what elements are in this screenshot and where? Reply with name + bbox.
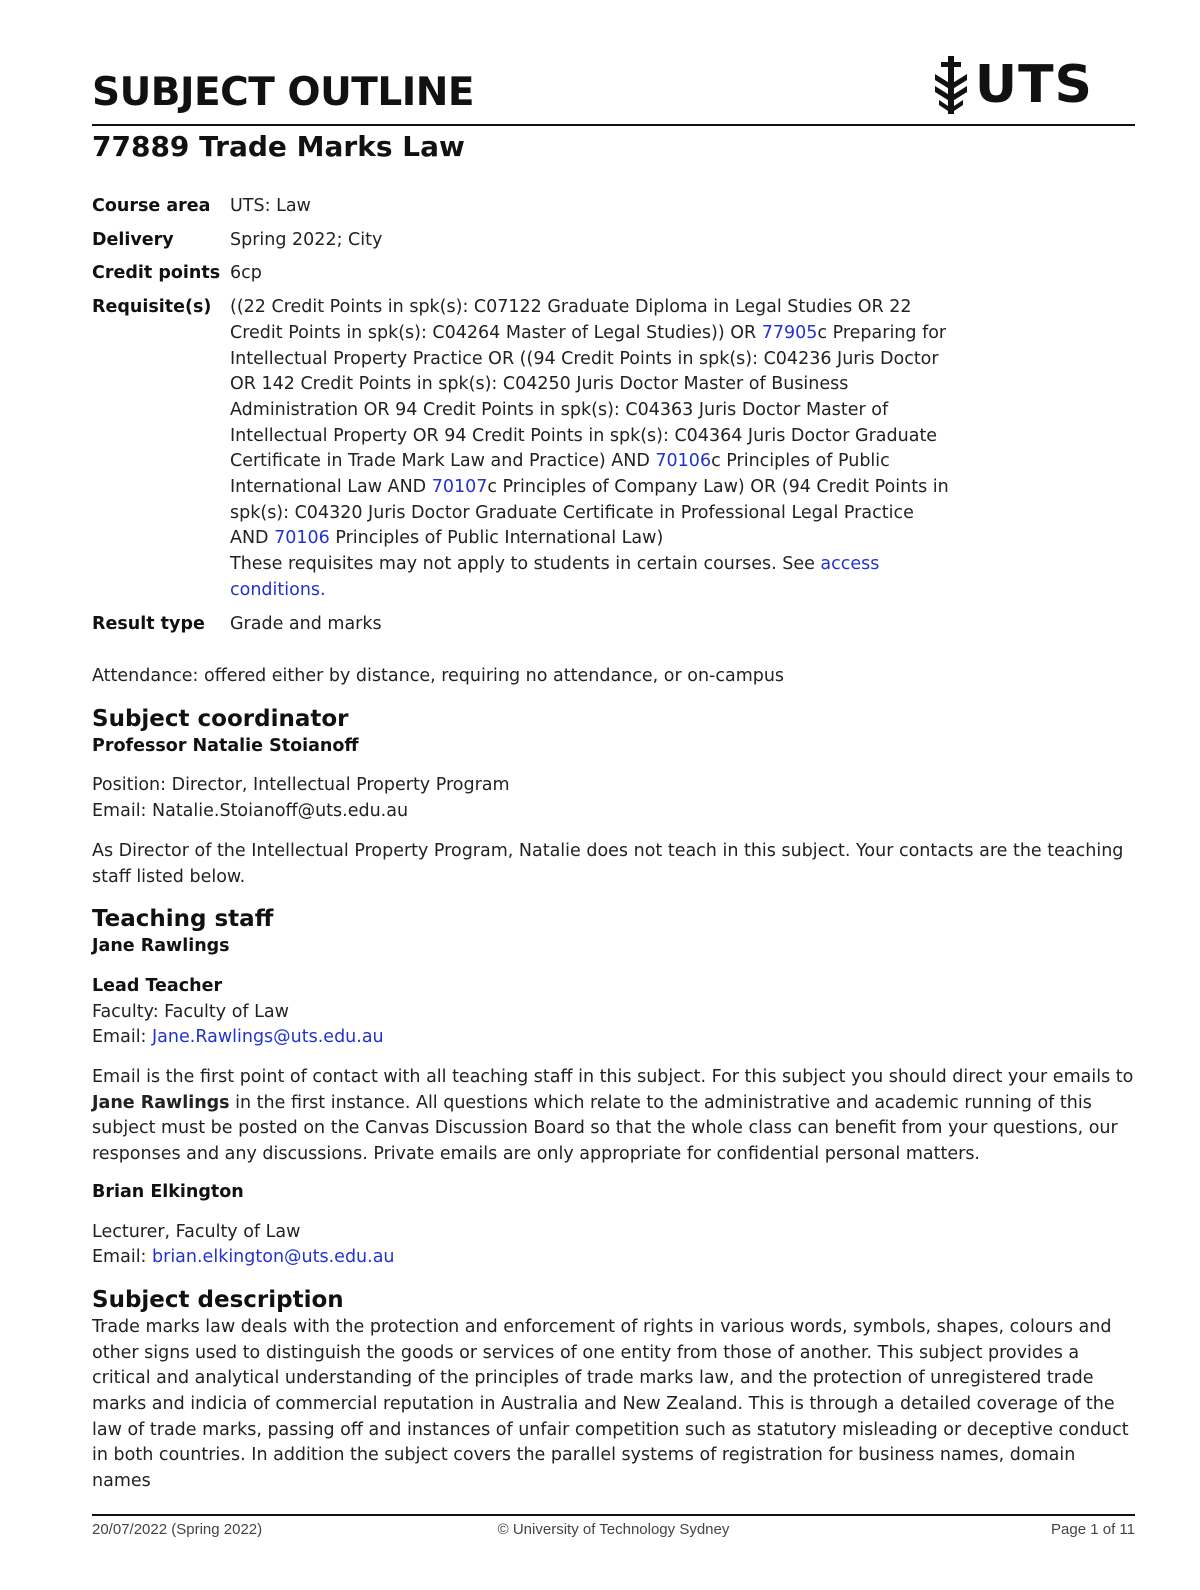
- document-header: [92, 55, 1135, 128]
- email-label: Email:: [92, 1027, 153, 1048]
- staff-faculty: Faculty: Faculty of Law: [92, 1001, 289, 1022]
- meta-label: Requisite(s): [92, 297, 212, 318]
- document-body: [92, 664, 1135, 1495]
- meta-value: Spring 2022; City: [230, 229, 383, 250]
- meta-row-delivery: [92, 228, 1092, 254]
- contact-text: in the first instance. All questions which relate to the administrative and academic running of this subject must be posted on the Canvas Discussion Board so that the whole class can benefit from your questions, our responses and any discussions. Private emails are only appropriate for confidential personal matters.: [92, 1092, 1118, 1165]
- staff-role: Lecturer, Faculty of Law: [92, 1221, 301, 1242]
- footer-copyright: © University of Technology Sydney: [497, 1521, 730, 1538]
- meta-label: Delivery: [92, 229, 174, 250]
- staff-name: Jane Rawlings: [92, 936, 230, 957]
- uts-logo-text: UTS: [974, 55, 1093, 115]
- contact-paragraph: [92, 1065, 1135, 1168]
- meta-value: Grade and marks: [230, 613, 382, 634]
- footer-rule: [92, 1514, 1135, 1516]
- requisites-part: ((22 Credit Points in spk(s): C07122 Graduate Diploma in Legal Studies OR 22 Credit Points in spk(s): C04264 Master of Legal Studies)) OR: [230, 297, 912, 343]
- coordinator-note: As Director of the Intellectual Property Program, Natalie does not teach in this subject. Your contacts are the teaching staff listed below.: [92, 840, 1124, 887]
- meta-value: 6cp: [230, 263, 262, 284]
- staff-role: Lead Teacher: [92, 975, 223, 996]
- attendance-text: Attendance: offered either by distance, requiring no attendance, or on-campus: [92, 666, 785, 686]
- meta-label: Credit points: [92, 263, 221, 284]
- meta-row-result-type: [92, 612, 1092, 638]
- requisites-part: c Principles of Company Law) OR (94 Credit Points in spk(s): C04320 Juris Doctor Graduate Certificate in Professional Legal Practice AND: [230, 477, 949, 549]
- coordinator-position: Position: Director, Intellectual Property Program: [92, 775, 510, 796]
- footer-page-number: Page 1 of 11: [1051, 1521, 1135, 1538]
- access-conditions-link[interactable]: access conditions: [230, 554, 880, 600]
- email-label: Email:: [92, 1247, 153, 1268]
- subject-description-text: Trade marks law deals with the protection and enforcement of rights in various words, symbols, shapes, colours and other signs used to distinguish the goods or services of one entity from those of another. This subject provides a critical and analytical understanding of the principles of trade marks law, and the protection of unregistered trade marks and indicia of commercial reputation in Australia and New Zealand. This is through a detailed coverage of the law of trade marks, passing off and instances of unfair competition such as statutory misleading or deceptive conduct in both countries. In addition the subject covers the parallel systems of registration for business names, domain names: [92, 1316, 1129, 1492]
- uts-logo: [931, 56, 1093, 114]
- meta-label: Course area: [92, 196, 211, 216]
- staff-email-link[interactable]: brian.elkington@uts.edu.au: [152, 1247, 395, 1268]
- coordinator-email: Email: Natalie.Stoianoff@uts.edu.au: [92, 801, 409, 822]
- requisites-text: [230, 295, 950, 603]
- subject-meta-table: [92, 194, 1092, 645]
- subject-title: 77889 Trade Marks Law: [92, 130, 465, 163]
- document-page: [92, 0, 1135, 1590]
- meta-label: Result type: [92, 613, 205, 634]
- subject-link-70107[interactable]: 70107: [431, 477, 488, 498]
- coordinator-name: Professor Natalie Stoianoff: [92, 735, 359, 756]
- header-rule: [92, 124, 1135, 126]
- requisites-note-end: .: [320, 579, 326, 600]
- document-title: SUBJECT OUTLINE: [92, 70, 475, 115]
- subject-link-70106[interactable]: 70106: [655, 451, 712, 472]
- requisites-part: c Principles of Public International Law AND: [230, 451, 890, 498]
- requisites-part: c Preparing for Intellectual Property Practice OR ((94 Credit Points in spk(s): C04236 Juris Doctor OR 142 Credit Points in spk(s): C04250 Juris Doctor Master of Business Administration OR 94 Credit Points in spk(s): C04363 Juris Doctor Master of Intellectual Property OR 94 Credit Points in spk(s): C04364 Juris Doctor Graduate Certificate in Trade Mark Law and Practice) AND: [230, 322, 947, 472]
- subject-link-77905[interactable]: 77905: [761, 322, 818, 343]
- requisites-part: Principles of Public International Law): [329, 528, 664, 549]
- staff-email-line: [92, 1245, 1135, 1271]
- contact-bold-name: Jane Rawlings: [92, 1092, 230, 1113]
- meta-row-requisites: [92, 295, 1092, 603]
- contact-text: Email is the first point of contact with all teaching staff in this subject. For this subject you should direct your emails to: [92, 1067, 1134, 1088]
- staff-email-link[interactable]: Jane.Rawlings@uts.edu.au: [152, 1027, 384, 1048]
- teaching-staff-heading: Teaching staff: [92, 906, 274, 933]
- requisites-note: These requisites may not apply to students in certain courses. See: [230, 554, 821, 575]
- uts-crest-icon: [931, 56, 971, 114]
- subject-description-heading: Subject description: [92, 1286, 344, 1313]
- subject-coordinator-heading: Subject coordinator: [92, 705, 349, 732]
- subject-link-70106-second[interactable]: 70106: [274, 528, 330, 549]
- meta-value: UTS: Law: [230, 196, 311, 216]
- staff-name: Brian Elkington: [92, 1181, 244, 1202]
- footer-date: 20/07/2022 (Spring 2022): [92, 1521, 263, 1538]
- meta-row-credit-points: [92, 261, 1092, 287]
- staff-email-line: [92, 1025, 1135, 1051]
- meta-row-course-area: [92, 194, 1092, 220]
